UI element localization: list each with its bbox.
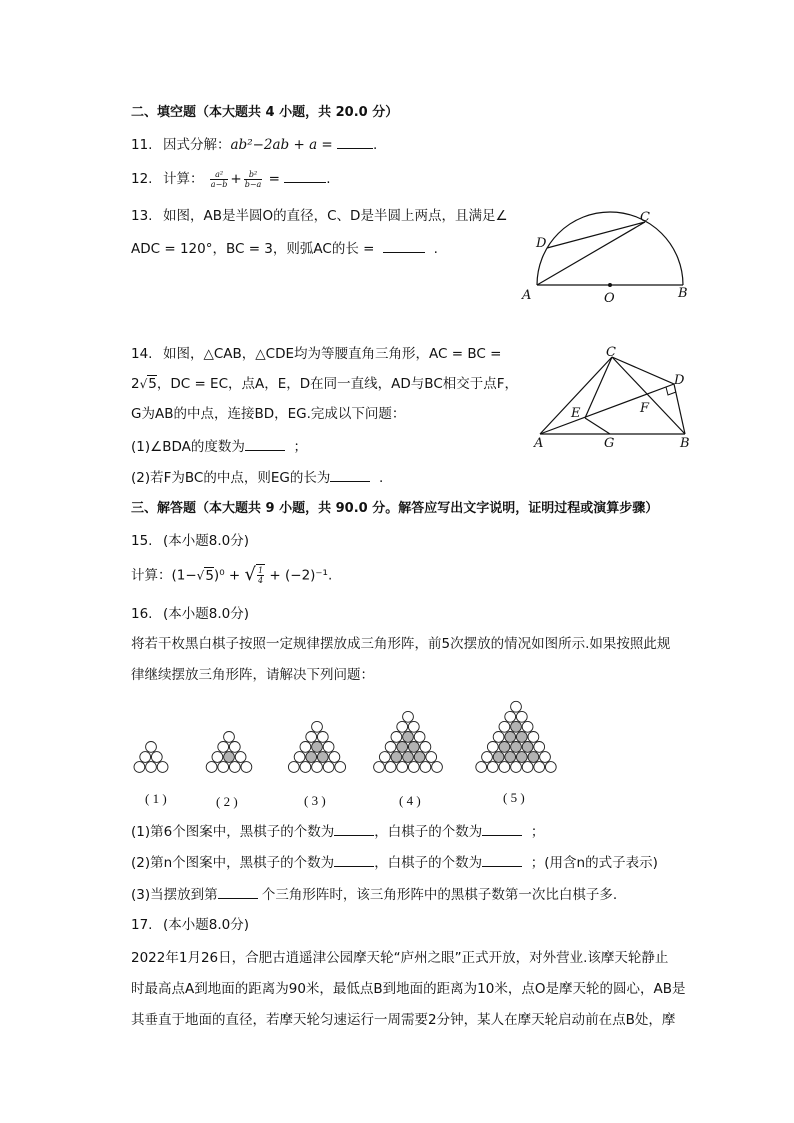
white-piece — [312, 762, 323, 773]
fig14-label-C: C — [606, 345, 616, 360]
q12-plus: + — [230, 171, 242, 187]
white-piece — [300, 742, 311, 753]
black-piece — [312, 742, 323, 753]
white-piece — [432, 762, 443, 773]
q15-number: 15. — [131, 533, 153, 549]
white-piece — [157, 762, 168, 773]
q14-p2-text: (2)若F为BC的中点，则EG的长为 — [131, 470, 331, 486]
q16-p1-a: (1)第6个图案中，黑棋子的个数为 — [131, 824, 335, 840]
fig16-label-4: ( 4 ) — [399, 793, 421, 808]
white-piece — [146, 742, 157, 753]
q14-coef: 2 — [131, 376, 140, 392]
black-piece — [511, 721, 522, 732]
fig14-label-F: F — [640, 401, 650, 416]
q16-p3-blank[interactable] — [218, 884, 258, 899]
white-piece — [493, 732, 504, 743]
q13-line-2 — [131, 238, 438, 259]
fig13-label-D: D — [536, 236, 547, 251]
q15-pre: 计算：(1− — [131, 567, 197, 584]
q16-score: (本小题8.0分) — [163, 606, 250, 622]
white-piece — [420, 762, 431, 773]
q13-number: 13. — [131, 208, 153, 224]
black-piece — [505, 752, 516, 763]
fig13-label-A: A — [522, 288, 532, 303]
q16-para-1: 将若干枚黑白棋子按照一定规律摆放成三角形阵，前5次摆放的情况如图所示.如果按照此规 — [131, 636, 671, 652]
q16-p3-b: 个三角形阵时，该三角形阵中的黑棋子数第一次比白棋子多. — [261, 887, 618, 903]
white-piece — [329, 752, 340, 763]
white-piece — [212, 752, 223, 763]
q14-p2-answer-blank[interactable] — [330, 467, 370, 482]
white-piece — [312, 721, 323, 732]
fig13-label-C: C — [640, 210, 650, 225]
fig14-label-E: E — [571, 406, 581, 421]
q16-p1-black-blank[interactable] — [334, 821, 374, 836]
figure-14-triangles — [530, 343, 705, 453]
fig16-label-3: ( 3 ) — [304, 793, 326, 808]
q15-sqrt-fraction: √ $\frac{1}{4}$ — [244, 563, 264, 585]
white-piece — [374, 762, 385, 773]
white-piece — [306, 732, 317, 743]
black-piece — [408, 742, 419, 753]
q16-para-2: 律继续摆放三角形阵，请解决下列问题： — [131, 667, 374, 683]
white-piece — [528, 732, 539, 743]
q11-answer-blank[interactable] — [337, 134, 373, 149]
q16-part-3 — [131, 884, 617, 905]
q12-prefix: 计算： — [163, 171, 204, 187]
white-piece — [146, 762, 157, 773]
q12-period: . — [326, 171, 331, 187]
q12-fraction-1: $\frac{\text{a²}}{a-b}$ — [210, 169, 228, 189]
q14-part-1 — [131, 436, 307, 457]
q13-text-2: ADC = 120°，BC = 3，则弧AC的长 = — [131, 241, 375, 257]
q14-p1-answer-blank[interactable] — [245, 436, 285, 451]
q16-p2-a: (2)第n个图案中，黑棋子的个数为 — [131, 855, 335, 871]
q15-mid: )⁰ + — [213, 567, 241, 584]
fig14-label-G: G — [604, 436, 615, 451]
q13-text-1: 如图，AB是半圆O的直径，C、D是半圆上两点，且满足∠ — [163, 208, 508, 224]
figure-16-piece-triangles — [120, 690, 570, 780]
q14-number: 14. — [131, 346, 153, 362]
white-piece — [323, 762, 334, 773]
q17-header — [131, 915, 249, 935]
white-piece — [499, 762, 510, 773]
white-piece — [516, 711, 527, 722]
white-piece — [288, 762, 299, 773]
fig14-label-B: B — [680, 436, 690, 451]
white-piece — [408, 721, 419, 732]
fig14-label-A: A — [534, 436, 544, 451]
white-piece — [206, 762, 217, 773]
white-piece — [397, 762, 408, 773]
fig13-label-O: O — [604, 291, 615, 305]
white-piece — [323, 742, 334, 753]
white-piece — [385, 762, 396, 773]
q11-period: . — [373, 137, 378, 153]
question-11 — [131, 134, 377, 155]
white-piece — [534, 742, 545, 753]
white-piece — [317, 732, 328, 743]
white-piece — [379, 752, 390, 763]
q13-period: . — [433, 241, 438, 257]
q12-fraction-2: $\frac{\text{b²}}{b-a}$ — [244, 169, 262, 189]
q16-p1-c: ； — [530, 824, 545, 840]
q12-answer-blank[interactable] — [284, 168, 326, 183]
black-piece — [317, 752, 328, 763]
white-piece — [403, 711, 414, 722]
black-piece — [403, 732, 414, 743]
white-piece — [134, 762, 145, 773]
section-3-title: 三、解答题（本大题共 9 小题，共 90.0 分。解答应写出文字说明，证明过程或演算步骤） — [131, 501, 659, 516]
white-piece — [224, 732, 235, 743]
white-piece — [476, 762, 487, 773]
q12-number: 12. — [131, 171, 153, 187]
fig16-label-1: ( 1 ) — [145, 791, 167, 806]
black-piece — [505, 732, 516, 743]
q14-part-2 — [131, 467, 383, 488]
section-2-title: 二、填空题（本大题共 4 小题，共 20.0 分） — [131, 105, 399, 120]
black-piece — [224, 752, 235, 763]
white-piece — [385, 742, 396, 753]
white-piece — [151, 752, 162, 763]
q16-p2-b: ，白棋子的个数为 — [374, 855, 483, 871]
q13-line-1 — [131, 206, 508, 226]
q14-line-3: G为AB的中点，连接BD，EG.完成以下问题： — [131, 406, 406, 422]
white-piece — [229, 762, 240, 773]
white-piece — [426, 752, 437, 763]
q11-prefix: 因式分解： — [163, 137, 231, 153]
q16-header — [131, 604, 249, 624]
white-piece — [545, 762, 556, 773]
white-piece — [335, 762, 346, 773]
q15-radicand: 5 — [205, 567, 214, 584]
q16-p2-c: ；(用含n的式子表示) — [530, 855, 658, 871]
white-piece — [522, 721, 533, 732]
q15-score: (本小题8.0分) — [163, 533, 250, 549]
q17-para-3: 其垂直于地面的直径，若摩天轮匀速运行一周需要2分钟，某人在摩天轮启动前在点B处，摩 — [131, 1012, 676, 1028]
black-piece — [528, 752, 539, 763]
white-piece — [511, 701, 522, 712]
question-12 — [131, 168, 331, 189]
black-piece — [403, 752, 414, 763]
white-piece — [487, 762, 498, 773]
white-piece — [408, 762, 419, 773]
q16-part-2 — [131, 852, 658, 873]
q16-p3-a: (3)当摆放到第 — [131, 887, 218, 903]
white-piece — [522, 762, 533, 773]
q17-score: (本小题8.0分) — [163, 917, 250, 933]
black-piece — [414, 752, 425, 763]
black-piece — [511, 742, 522, 753]
white-piece — [397, 721, 408, 732]
white-piece — [235, 752, 246, 763]
q14-p2-end: . — [378, 470, 384, 486]
q14-p1-end: ； — [293, 439, 307, 455]
q14-line-2: 2√5，DC = EC，点A，E，D在同一直线，AD与BC相交于点F， — [131, 376, 519, 392]
q17-para-2: 时最高点A到地面的距离为90米，最低点B到地面的距离为10米，点O是摩天轮的圆心，AB是 — [131, 981, 686, 997]
white-piece — [420, 742, 431, 753]
figure-13-semicircle — [518, 205, 703, 305]
white-piece — [534, 762, 545, 773]
white-piece — [482, 752, 493, 763]
q14-radicand: 5 — [148, 376, 157, 392]
white-piece — [218, 742, 229, 753]
q11-expression: ab²−2ab + a = — [230, 137, 338, 153]
white-piece — [540, 752, 551, 763]
q15-header — [131, 531, 249, 551]
white-piece — [294, 752, 305, 763]
white-piece — [218, 762, 229, 773]
white-piece — [391, 732, 402, 743]
q14-line-1 — [131, 344, 501, 364]
fig16-label-5: ( 5 ) — [503, 790, 525, 805]
q16-p1-white-blank[interactable] — [482, 821, 522, 836]
white-piece — [300, 762, 311, 773]
q16-p2-white-blank[interactable] — [482, 852, 522, 867]
white-piece — [241, 762, 252, 773]
q14-p1-text: (1)∠BDA的度数为 — [131, 439, 245, 455]
q17-para-1: 2022年1月26日，合肥古逍遥津公园摩天轮“庐州之眼”正式开放，对外营业.该摩天轮静止 — [131, 950, 669, 966]
black-piece — [391, 752, 402, 763]
q14-text-2: ，DC = EC，点A，E，D在同一直线，AD与BC相交于点F， — [156, 376, 519, 392]
black-piece — [499, 742, 510, 753]
black-piece — [306, 752, 317, 763]
black-piece — [516, 732, 527, 743]
q17-number: 17. — [131, 917, 153, 933]
q11-number: 11. — [131, 137, 153, 153]
q16-p2-black-blank[interactable] — [334, 852, 374, 867]
white-piece — [499, 721, 510, 732]
fig16-label-2: ( 2 ) — [216, 794, 238, 809]
white-piece — [229, 742, 240, 753]
black-piece — [397, 742, 408, 753]
q16-number: 16. — [131, 606, 153, 622]
white-piece — [487, 742, 498, 753]
white-piece — [505, 711, 516, 722]
white-piece — [511, 762, 522, 773]
q14-text-1: 如图，△CAB，△CDE均为等腰直角三角形，AC = BC = — [163, 346, 502, 362]
black-piece — [493, 752, 504, 763]
q15-post: + (−2)⁻¹. — [269, 567, 333, 584]
q16-part-1 — [131, 821, 544, 842]
fig14-label-D: D — [674, 373, 685, 388]
white-piece — [414, 732, 425, 743]
fig13-label-B: B — [678, 286, 688, 301]
q15-expression: 计算：(1−√5)⁰ + √ $\frac{1}{4}$ + (−2)⁻¹. — [131, 563, 333, 585]
q16-p1-b: ，白棋子的个数为 — [374, 824, 483, 840]
white-piece — [140, 752, 151, 763]
black-piece — [522, 742, 533, 753]
q12-equals: = — [264, 171, 285, 187]
q13-answer-blank[interactable] — [383, 238, 425, 253]
black-piece — [516, 752, 527, 763]
